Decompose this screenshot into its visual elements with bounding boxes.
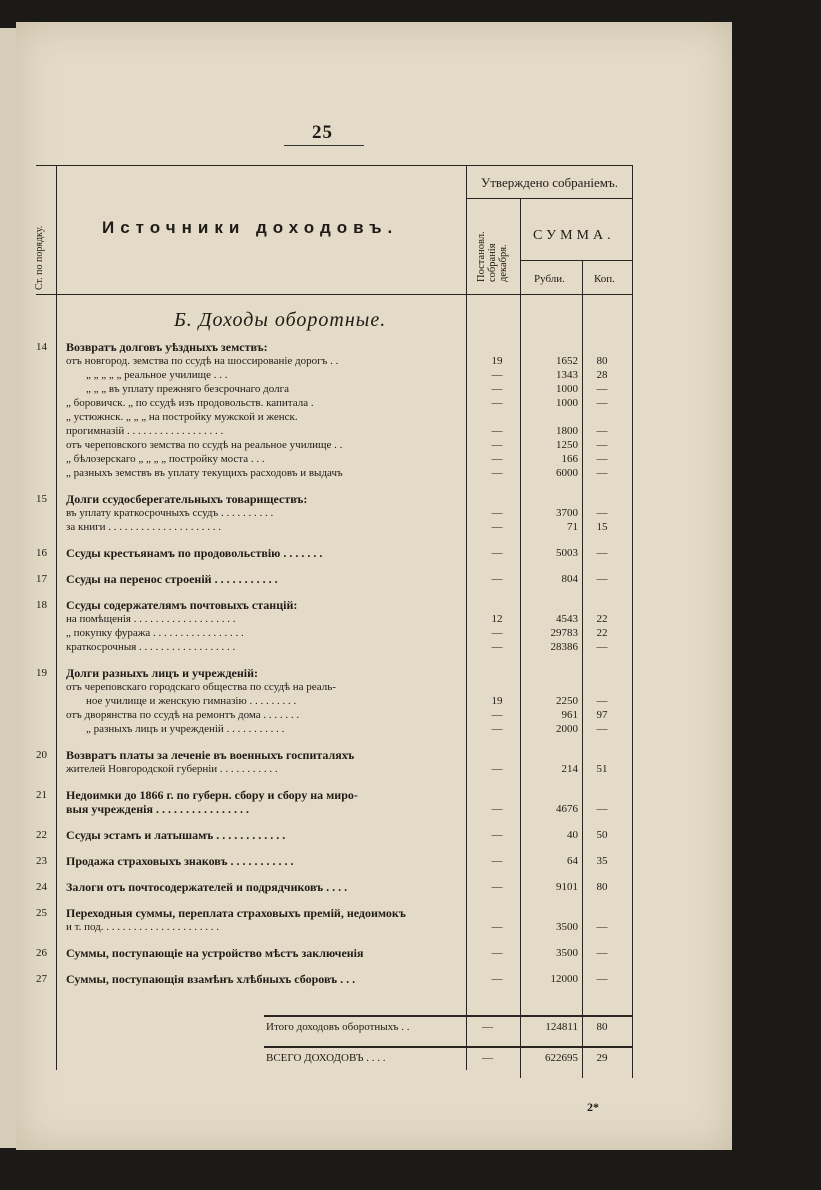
row-kop: — [596, 695, 608, 707]
row-rub: 12000 [550, 973, 578, 985]
row-post: — [491, 383, 503, 395]
row-post: — [491, 855, 503, 867]
row-rub: 40 [567, 829, 578, 841]
row-kop: — [596, 467, 608, 479]
row-label: Долги разныхъ лицъ и учрежденій: [66, 666, 259, 680]
row-rub: 804 [561, 573, 578, 585]
row-kop: — [596, 507, 608, 519]
row-post: — [491, 803, 503, 815]
table-row [16, 722, 732, 736]
table-row [16, 396, 732, 410]
row-post: — [491, 709, 503, 721]
row-kop: 50 [596, 829, 608, 841]
row-label: Ссуды содержателямъ почтовыхъ станцій: [66, 598, 298, 612]
row-post: — [491, 921, 503, 933]
row-kop: 80 [596, 355, 608, 367]
table-row [16, 572, 732, 586]
row-post: — [491, 973, 503, 985]
row-rub: 1000 [556, 397, 578, 409]
row-post: — [491, 723, 503, 735]
row-kop: 35 [596, 855, 608, 867]
row-label: за книги . . . . . . . . . . . . . . . . . . . . . [66, 521, 221, 533]
row-label: Суммы, поступающія взамѣнъ хлѣбныхъ сборовъ . . . [66, 972, 356, 986]
table-row [16, 546, 732, 560]
row-rub: 1343 [556, 369, 578, 381]
table-heading: Источники доходовъ. [102, 218, 399, 237]
rubles-heading: Рубли. [534, 273, 565, 285]
row-rub: 28386 [550, 641, 578, 653]
row-kop: — [596, 397, 608, 409]
table-row [16, 694, 732, 708]
row-post: — [491, 507, 503, 519]
row-post: — [491, 641, 503, 653]
row-label: отъ череповскаго городскаго общества по ссудѣ на реаль- [66, 681, 336, 693]
row-number: 15 [36, 493, 47, 505]
table-top-rule [36, 165, 632, 166]
row-post: — [491, 453, 503, 465]
table-row [16, 492, 732, 506]
row-number: 23 [36, 855, 47, 867]
table-row [16, 640, 732, 654]
row-number: 21 [36, 789, 47, 801]
section-title: Б. Доходы оборотные. [174, 309, 387, 331]
grand-total-label: ВСЕГО ДОХОДОВЪ . . . . [266, 1052, 386, 1064]
row-number: 27 [36, 973, 47, 985]
row-kop: — [596, 425, 608, 437]
row-kop: 97 [596, 709, 608, 721]
grand-total-rule [264, 1046, 632, 1048]
row-post: — [491, 573, 503, 585]
table-row [16, 946, 732, 960]
table-row [16, 438, 732, 452]
row-kop: — [596, 453, 608, 465]
row-post: — [491, 439, 503, 451]
header-bottom-rule [36, 294, 632, 295]
row-label: прогимназій . . . . . . . . . . . . . . . . . . [66, 425, 224, 437]
row-post: — [491, 425, 503, 437]
table-row [16, 506, 732, 520]
summa-heading: СУММА. [533, 228, 615, 243]
row-label: жителей Новгородской губерніи . . . . . . . . . . . [66, 763, 278, 775]
table-row [16, 828, 732, 842]
row-label: Продажа страховыхъ знаковъ . . . . . . . . . . . [66, 854, 294, 868]
row-label: ное училище и женскую гимназію . . . . . . . . . [86, 695, 297, 707]
row-post: — [491, 521, 503, 533]
row-post: — [491, 369, 503, 381]
row-kop: — [596, 723, 608, 735]
row-label: въ уплату краткосрочныхъ ссудъ . . . . . . . . . . [66, 507, 274, 519]
row-label: „ покупку фуража . . . . . . . . . . . . . . . . . [66, 627, 244, 639]
table-row [16, 598, 732, 612]
row-post: — [491, 763, 503, 775]
table-row [16, 708, 732, 722]
row-label: отъ новгород. земства по ссудѣ на шоссированіе дорогъ . . [66, 355, 339, 367]
row-post: 19 [491, 355, 503, 367]
table-row [16, 854, 732, 868]
row-kop: 28 [596, 369, 608, 381]
row-post: — [491, 627, 503, 639]
row-label: краткосрочныя . . . . . . . . . . . . . . . . . . [66, 641, 236, 653]
row-kop: — [596, 973, 608, 985]
row-label: Ссуды на перенос строеній . . . . . . . . . . . [66, 572, 278, 586]
row-rub: 3700 [556, 507, 578, 519]
row-kop: — [596, 547, 608, 559]
table-row [16, 354, 732, 368]
approved-heading: Утверждено собраніемъ. [481, 175, 618, 190]
row-number: 24 [36, 881, 47, 893]
table-row [16, 920, 732, 934]
row-label: Долги ссудосберегательныхъ товариществъ: [66, 492, 308, 506]
row-rub: 5003 [556, 547, 578, 559]
row-rub: 1000 [556, 383, 578, 395]
row-number: 22 [36, 829, 47, 841]
table-row [16, 612, 732, 626]
table-row [16, 906, 732, 920]
table-row [16, 666, 732, 680]
total-kopecks: 80 [596, 1021, 608, 1033]
row-rub: 9101 [556, 881, 578, 893]
grand-total-rubles: 622695 [545, 1052, 578, 1064]
row-rub: 2000 [556, 723, 578, 735]
row-kop: 22 [596, 627, 608, 639]
table-row [16, 466, 732, 480]
page-number: 25 [312, 122, 333, 143]
row-label: отъ дворянства по ссудѣ на ремонтъ дома . . . . . . . [66, 709, 300, 721]
row-number: 25 [36, 907, 47, 919]
total-rule [264, 1015, 632, 1017]
page-number-rule [284, 145, 364, 146]
row-kop: — [596, 383, 608, 395]
row-post: 12 [491, 613, 503, 625]
row-post: — [491, 547, 503, 559]
row-kop: 22 [596, 613, 608, 625]
row-kop: 80 [596, 881, 608, 893]
row-kop: 51 [596, 763, 608, 775]
row-label: отъ череповского земства по ссудѣ на реальное училище . . [66, 439, 343, 451]
row-post: — [491, 829, 503, 841]
total-post: — [482, 1021, 493, 1033]
row-label: Переходныя суммы, переплата страховыхъ премій, недоимокъ [66, 906, 406, 920]
row-kop: — [596, 641, 608, 653]
total-rubles: 124811 [545, 1021, 578, 1033]
table-row [16, 880, 732, 894]
row-kop: 15 [596, 521, 608, 533]
row-kop: — [596, 921, 608, 933]
signature-mark: 2* [587, 1100, 599, 1114]
row-rub: 961 [561, 709, 578, 721]
row-rub: 4543 [556, 613, 578, 625]
row-label: „ разныхъ земствъ въ уплату текущихъ расходовъ и выдачъ [66, 467, 343, 479]
table-row [16, 382, 732, 396]
table-row [16, 802, 732, 816]
row-label: Возвратъ платы за леченіе въ военныхъ госпиталяхъ [66, 748, 355, 762]
row-label: на помѣщенія . . . . . . . . . . . . . . . . . . . [66, 613, 236, 625]
row-label: „ боровичск. „ по ссудѣ изъ продовольств. капитала . [66, 397, 314, 409]
row-rub: 4676 [556, 803, 578, 815]
row-label: и т. под. . . . . . . . . . . . . . . . . . . . . . [66, 921, 220, 933]
page [16, 22, 732, 1150]
row-number: 20 [36, 749, 47, 761]
row-rub: 2250 [556, 695, 578, 707]
row-rub: 1800 [556, 425, 578, 437]
table-row [16, 748, 732, 762]
row-rub: 71 [567, 521, 578, 533]
table-row [16, 340, 732, 354]
row-post: — [491, 881, 503, 893]
row-kop: — [596, 439, 608, 451]
table-row [16, 626, 732, 640]
row-rub: 1652 [556, 355, 578, 367]
table-row [16, 520, 732, 534]
row-kop: — [596, 803, 608, 815]
grand-total-post: — [482, 1052, 493, 1064]
table-row [16, 410, 732, 424]
row-post: — [491, 467, 503, 479]
row-label: „ „ „ „ „ реальное училище . . . [86, 369, 228, 381]
row-kop: — [596, 573, 608, 585]
row-rub: 3500 [556, 947, 578, 959]
row-label: „ разныхъ лицъ и учрежденій . . . . . . . . . . . [86, 723, 285, 735]
total-label: Итого доходовъ оборотныхъ . . [266, 1021, 410, 1033]
row-rub: 166 [561, 453, 578, 465]
row-label: Недоимки до 1866 г. по губерн. сбору и сбору на миро- [66, 788, 358, 802]
row-number: 18 [36, 599, 47, 611]
row-number: 16 [36, 547, 47, 559]
row-post: — [491, 947, 503, 959]
row-rub: 1250 [556, 439, 578, 451]
row-label: „ бѣлозерскаго „ „ „ „ постройку моста . . . [66, 453, 265, 465]
row-post: 19 [491, 695, 503, 707]
kopecks-heading: Коп. [594, 273, 615, 285]
row-label: Ссуды крестьянамъ по продовольствію . . . . . . . [66, 546, 323, 560]
row-label: Возвратъ долговъ уѣздныхъ земствъ: [66, 340, 268, 354]
row-label: Ссуды эстамъ и латышамъ . . . . . . . . . . . . [66, 828, 286, 842]
row-label: Суммы, поступающіе на устройство мѣстъ заключенія [66, 946, 364, 960]
row-number: 19 [36, 667, 47, 679]
grand-total-kopecks: 29 [596, 1052, 608, 1064]
row-number: 26 [36, 947, 47, 959]
row-rub: 64 [567, 855, 578, 867]
row-post: — [491, 397, 503, 409]
header-col-number: Ст. по порядку. [34, 225, 45, 290]
row-number: 17 [36, 573, 47, 585]
row-number: 14 [36, 341, 47, 353]
row-rub: 6000 [556, 467, 578, 479]
table-row [16, 424, 732, 438]
table-row [16, 452, 732, 466]
row-label: Залоги отъ почтосодержателей и подрядчиковъ . . . . [66, 880, 348, 894]
row-kop: — [596, 947, 608, 959]
table-row [16, 972, 732, 986]
table-row [16, 788, 732, 802]
row-label: „ устюжнск. „ „ „ на постройку мужской и женск. [66, 411, 298, 423]
row-rub: 214 [561, 763, 578, 775]
table-row [16, 680, 732, 694]
summa-rule [520, 260, 632, 261]
resolution-heading: Постановл. собранія декабря. [476, 231, 509, 282]
table-row [16, 762, 732, 776]
table-row [16, 368, 732, 382]
approved-rule [466, 198, 632, 199]
row-rub: 3500 [556, 921, 578, 933]
row-rub: 29783 [550, 627, 578, 639]
row-label: „ „ „ въ уплату прежняго безсрочнаго долга [86, 383, 289, 395]
row-label: выя учрежденія . . . . . . . . . . . . . . . . [66, 802, 249, 816]
